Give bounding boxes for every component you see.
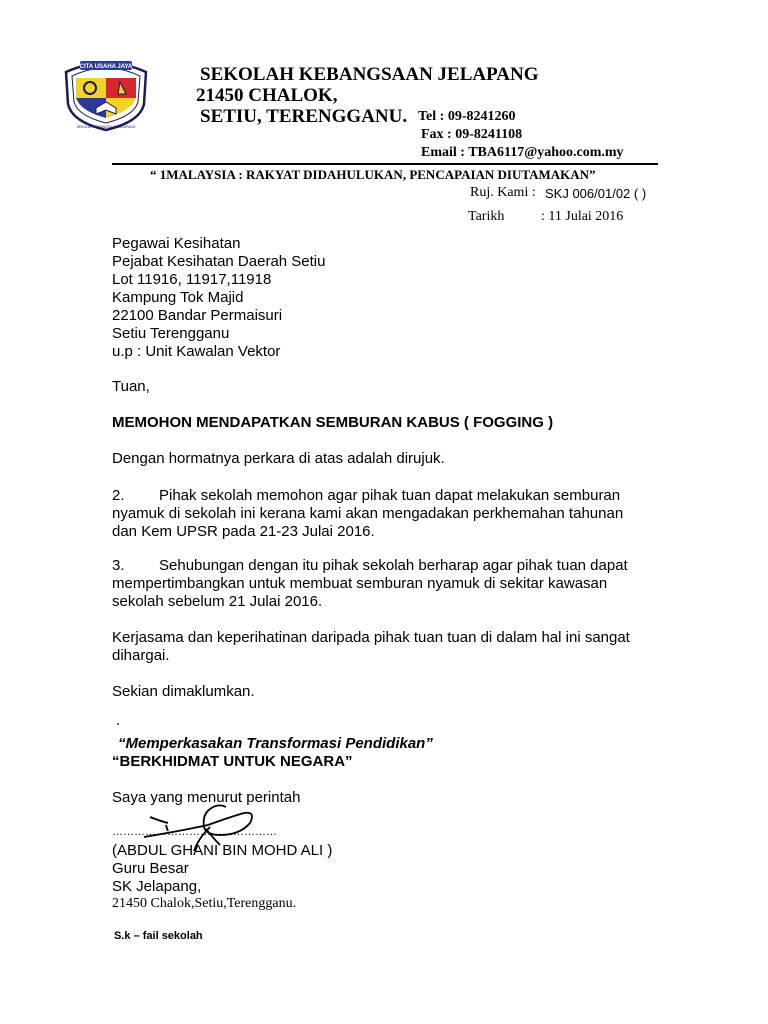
date-label: Tarikh — [468, 209, 505, 224]
paragraph-3 — [112, 557, 628, 611]
recipient-line: u.p : Unit Kawalan Vektor — [112, 343, 281, 360]
recipient-block — [112, 235, 325, 361]
recipient-line: Pejabat Kesihatan Daerah Setiu — [112, 253, 326, 270]
address-line1: 21450 CHALOK, — [196, 85, 338, 106]
paragraph-5: Sekian dimaklumkan. — [112, 683, 255, 700]
paragraph-1: Dengan hormatnya perkara di atas adalah dirujuk. — [112, 450, 445, 467]
date-value: : 11 Julai 2016 — [541, 209, 624, 224]
signatory-school: SK Jelapang, — [112, 878, 202, 895]
ruj-label: Ruj. Kami : — [470, 185, 536, 200]
logo-motto: CITA USAHA JAYA — [79, 64, 133, 70]
motto-transformasi: “Memperkasakan Transformasi Pendidikan” — [118, 735, 433, 752]
email-address[interactable]: Email : TBA6117@yahoo.com.my — [421, 145, 624, 160]
paragraph-2-number: 2. — [112, 487, 125, 504]
signatory-address: 21450 Chalok,Setiu,Terengganu. — [112, 896, 297, 911]
recipient-line: 22100 Bandar Permaisuri — [112, 307, 283, 324]
tel-number: Tel : 09-8241260 — [418, 109, 516, 124]
paragraph-3-number: 3. — [112, 557, 125, 574]
cc-note: S.k – fail sekolah — [114, 930, 203, 942]
logo-ring-text: SEKOLAH KEBANGSAAN JELAPANG — [76, 125, 136, 129]
signature-dots: ……………………………………… — [112, 826, 277, 838]
paragraph-4 — [112, 629, 630, 665]
fax-number: Fax : 09-8241108 — [421, 127, 523, 142]
slogan: “ 1MALAYSIA : RAKYAT DIDAHULUKAN, PENCAPAIAN DIUTAMAKAN” — [150, 167, 596, 182]
paragraph-line: nyamuk di sekolah ini kerana kami akan mengadakan perkhemahan tahunan — [112, 505, 624, 522]
motto-berkhidmat: “BERKHIDMAT UNTUK NEGARA” — [112, 753, 353, 770]
closing-dot: . — [116, 712, 121, 729]
paragraph-line: Pihak sekolah memohon agar pihak tuan dapat melakukan semburan — [159, 487, 621, 504]
logo-yellow-quadrant — [76, 78, 106, 98]
school-logo — [60, 52, 152, 132]
header-divider — [112, 163, 658, 165]
address-line2: SETIU, TERENGGANU. — [200, 106, 408, 127]
paragraph-2 — [112, 487, 623, 541]
subject-line: MEMOHON MENDAPATKAN SEMBURAN KABUS ( FOGGING ) — [112, 414, 554, 431]
salutation: Tuan, — [112, 378, 150, 395]
paragraph-line: dihargai. — [112, 647, 170, 664]
paragraph-line: dan Kem UPSR pada 21-23 Julai 2016. — [112, 523, 375, 540]
recipient-line: Pegawai Kesihatan — [112, 235, 241, 252]
signatory-name: (ABDUL GHANI BIN MOHD ALI ) — [112, 842, 333, 859]
signatory-position: Guru Besar — [112, 860, 189, 877]
paragraph-line: mempertimbangkan untuk membuat semburan nyamuk di sekitar kawasan — [112, 575, 608, 592]
recipient-line: Lot 11916, 11917,11918 — [112, 271, 272, 288]
paragraph-line: Sehubungan dengan itu pihak sekolah berharap agar pihak tuan dapat — [159, 557, 628, 574]
school-name: SEKOLAH KEBANGSAAN JELAPANG — [200, 64, 539, 85]
recipient-line: Kampung Tok Majid — [112, 289, 244, 306]
recipient-line: Setiu Terengganu — [112, 325, 230, 342]
paragraph-line: Kerjasama dan keperihatinan daripada pihak tuan tuan di dalam hal ini sangat — [112, 629, 630, 646]
ruj-value: SKJ 006/01/02 ( ) — [545, 186, 647, 201]
paragraph-line: sekolah sebelum 21 Julai 2016. — [112, 593, 323, 610]
saya-yang-menurut: Saya yang menurut perintah — [112, 789, 301, 806]
